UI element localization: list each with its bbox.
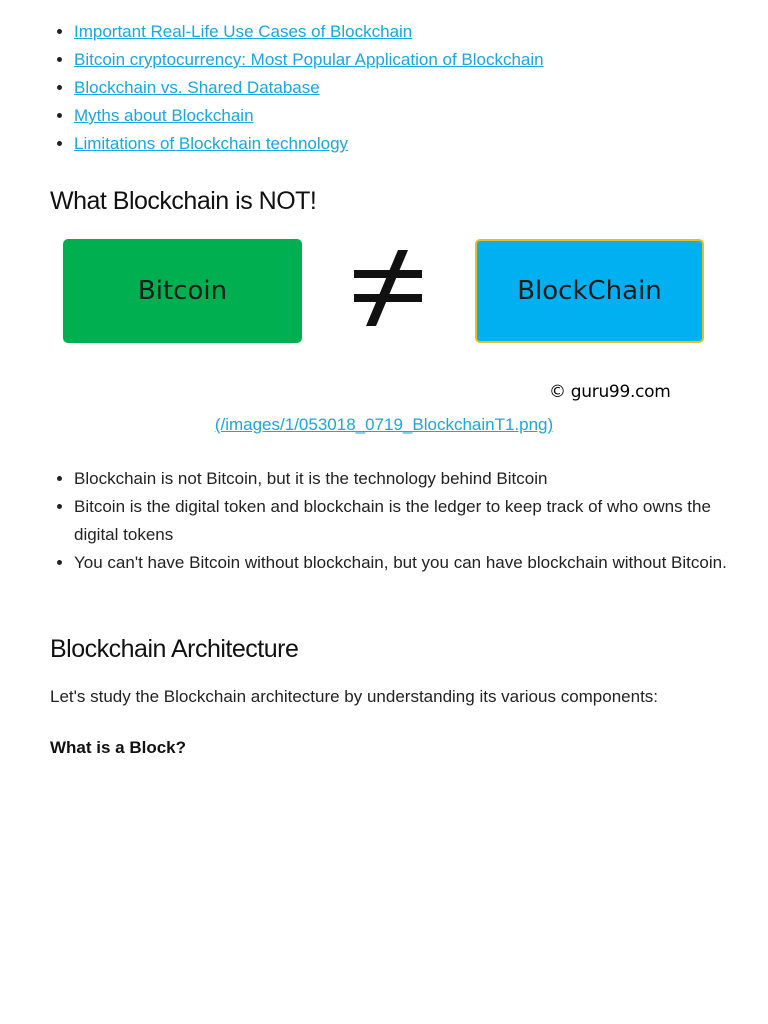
table-of-contents [50, 18, 544, 158]
image-link-container [0, 413, 768, 437]
section-heading-not: What Blockchain is NOT! [50, 187, 317, 215]
image-source-link[interactable]: (/images/1/053018_0719_BlockchainT1.png) [214, 415, 554, 434]
toc-item [74, 18, 544, 46]
toc-item [74, 46, 544, 74]
bitcoin-box: Bitcoin [63, 239, 302, 343]
toc-link-use-cases[interactable]: Important Real-Life Use Cases of Blockchain [74, 22, 413, 41]
toc-link-shared-database[interactable]: Blockchain vs. Shared Database [74, 78, 320, 97]
toc-link-bitcoin-application[interactable]: Bitcoin cryptocurrency: Most Popular Application of Blockchain [74, 50, 544, 69]
list-item: • Bitcoin is the digital token and blockchain is the ledger to keep track of who owns the digital tokens [74, 493, 754, 549]
key-points-list [50, 465, 754, 577]
toc-item [74, 130, 544, 158]
bitcoin-vs-blockchain-figure [50, 232, 718, 412]
subheading-what-is-block: What is a Block? [50, 738, 187, 757]
toc-link-myths[interactable]: Myths about Blockchain [74, 106, 254, 125]
toc-item [74, 74, 544, 102]
copyright-watermark: © guru99.com [549, 382, 671, 402]
section-heading-architecture: Blockchain Architecture [50, 635, 299, 663]
toc-item [74, 102, 544, 130]
toc-link-limitations[interactable]: Limitations of Blockchain technology [74, 134, 349, 153]
list-item: • Blockchain is not Bitcoin, but it is the technology behind Bitcoin [74, 465, 754, 493]
not-equal-icon [346, 246, 430, 330]
list-item: • You can't have Bitcoin without blockchain, but you can have blockchain without Bitcoin. [74, 549, 754, 577]
intro-paragraph: Let's study the Blockchain architecture by understanding its various components: [50, 687, 659, 706]
blockchain-box: BlockChain [475, 239, 704, 343]
